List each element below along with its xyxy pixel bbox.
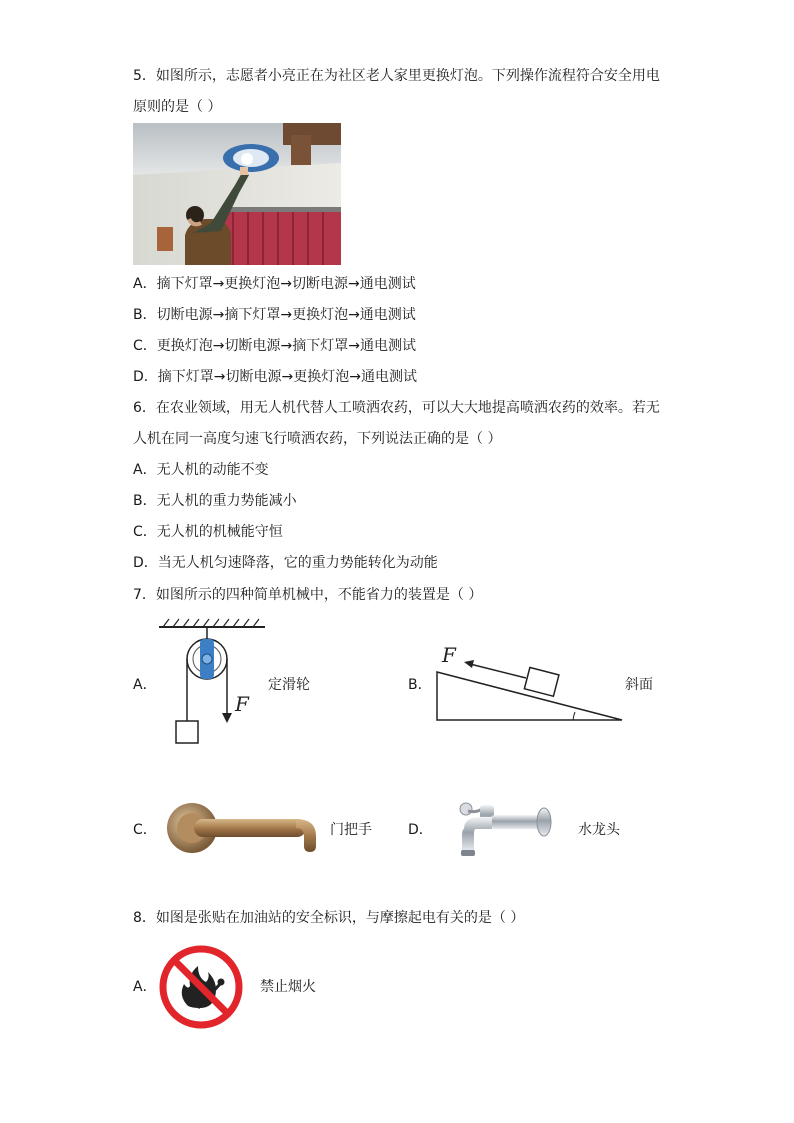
- q7-option-b-caption: 斜面: [625, 677, 653, 693]
- q5-option-d: D．摘下灯罩→切断电源→更换灯泡→通电测试: [133, 369, 417, 385]
- bulb-replacement-photo: [133, 123, 341, 265]
- q8-option-a-letter: A．: [133, 979, 157, 995]
- q6-stem-line1: 6．在农业领域，用无人机代替人工喷洒农药，可以大大地提高喷洒农药的效率。若无: [133, 400, 660, 416]
- q7-a-force-label: F: [235, 692, 249, 716]
- q5-option-c: C．更换灯泡→切断电源→摘下灯罩→通电测试: [133, 338, 416, 354]
- q7-stem: 7．如图所示的四种简单机械中，不能省力的装置是（ ）: [133, 587, 483, 603]
- q7-option-a-letter: A．: [133, 677, 157, 693]
- q7-option-c-caption: 门把手: [330, 822, 372, 838]
- q5-stem-line1: 5．如图所示，志愿者小亮正在为社区老人家里更换灯泡。下列操作流程符合安全用电: [133, 68, 660, 84]
- q5-stem-line2: 原则的是（ ）: [133, 99, 222, 115]
- q6-stem-line2: 人机在同一高度匀速飞行喷洒农药，下列说法正确的是（ ）: [133, 431, 502, 447]
- q5-option-b: B．切断电源→摘下灯罩→更换灯泡→通电测试: [133, 307, 416, 323]
- door-handle-photo: [164, 798, 324, 858]
- q7-option-b-letter: B．: [408, 677, 432, 693]
- water-tap-photo: [452, 795, 554, 861]
- inclined-plane-diagram: [430, 640, 630, 725]
- q6-option-b: B．无人机的重力势能减小: [133, 493, 297, 509]
- q7-b-force-label: F: [442, 643, 456, 667]
- q8-option-a-caption: 禁止烟火: [260, 979, 316, 995]
- q8-stem: 8．如图是张贴在加油站的安全标识，与摩擦起电有关的是（ ）: [133, 910, 525, 926]
- fixed-pulley-diagram: [155, 617, 270, 747]
- q7-option-d-caption: 水龙头: [578, 822, 620, 838]
- q7-option-d-letter: D．: [408, 822, 433, 838]
- q6-option-c: C．无人机的机械能守恒: [133, 524, 283, 540]
- q7-option-a-caption: 定滑轮: [268, 677, 310, 693]
- q6-option-a: A．无人机的动能不变: [133, 462, 269, 478]
- no-fire-sign: [158, 944, 244, 1030]
- q6-option-d: D．当无人机匀速降落，它的重力势能转化为动能: [133, 555, 438, 571]
- q7-option-c-letter: C．: [133, 822, 157, 838]
- q5-option-a: A．摘下灯罩→更换灯泡→切断电源→通电测试: [133, 276, 416, 292]
